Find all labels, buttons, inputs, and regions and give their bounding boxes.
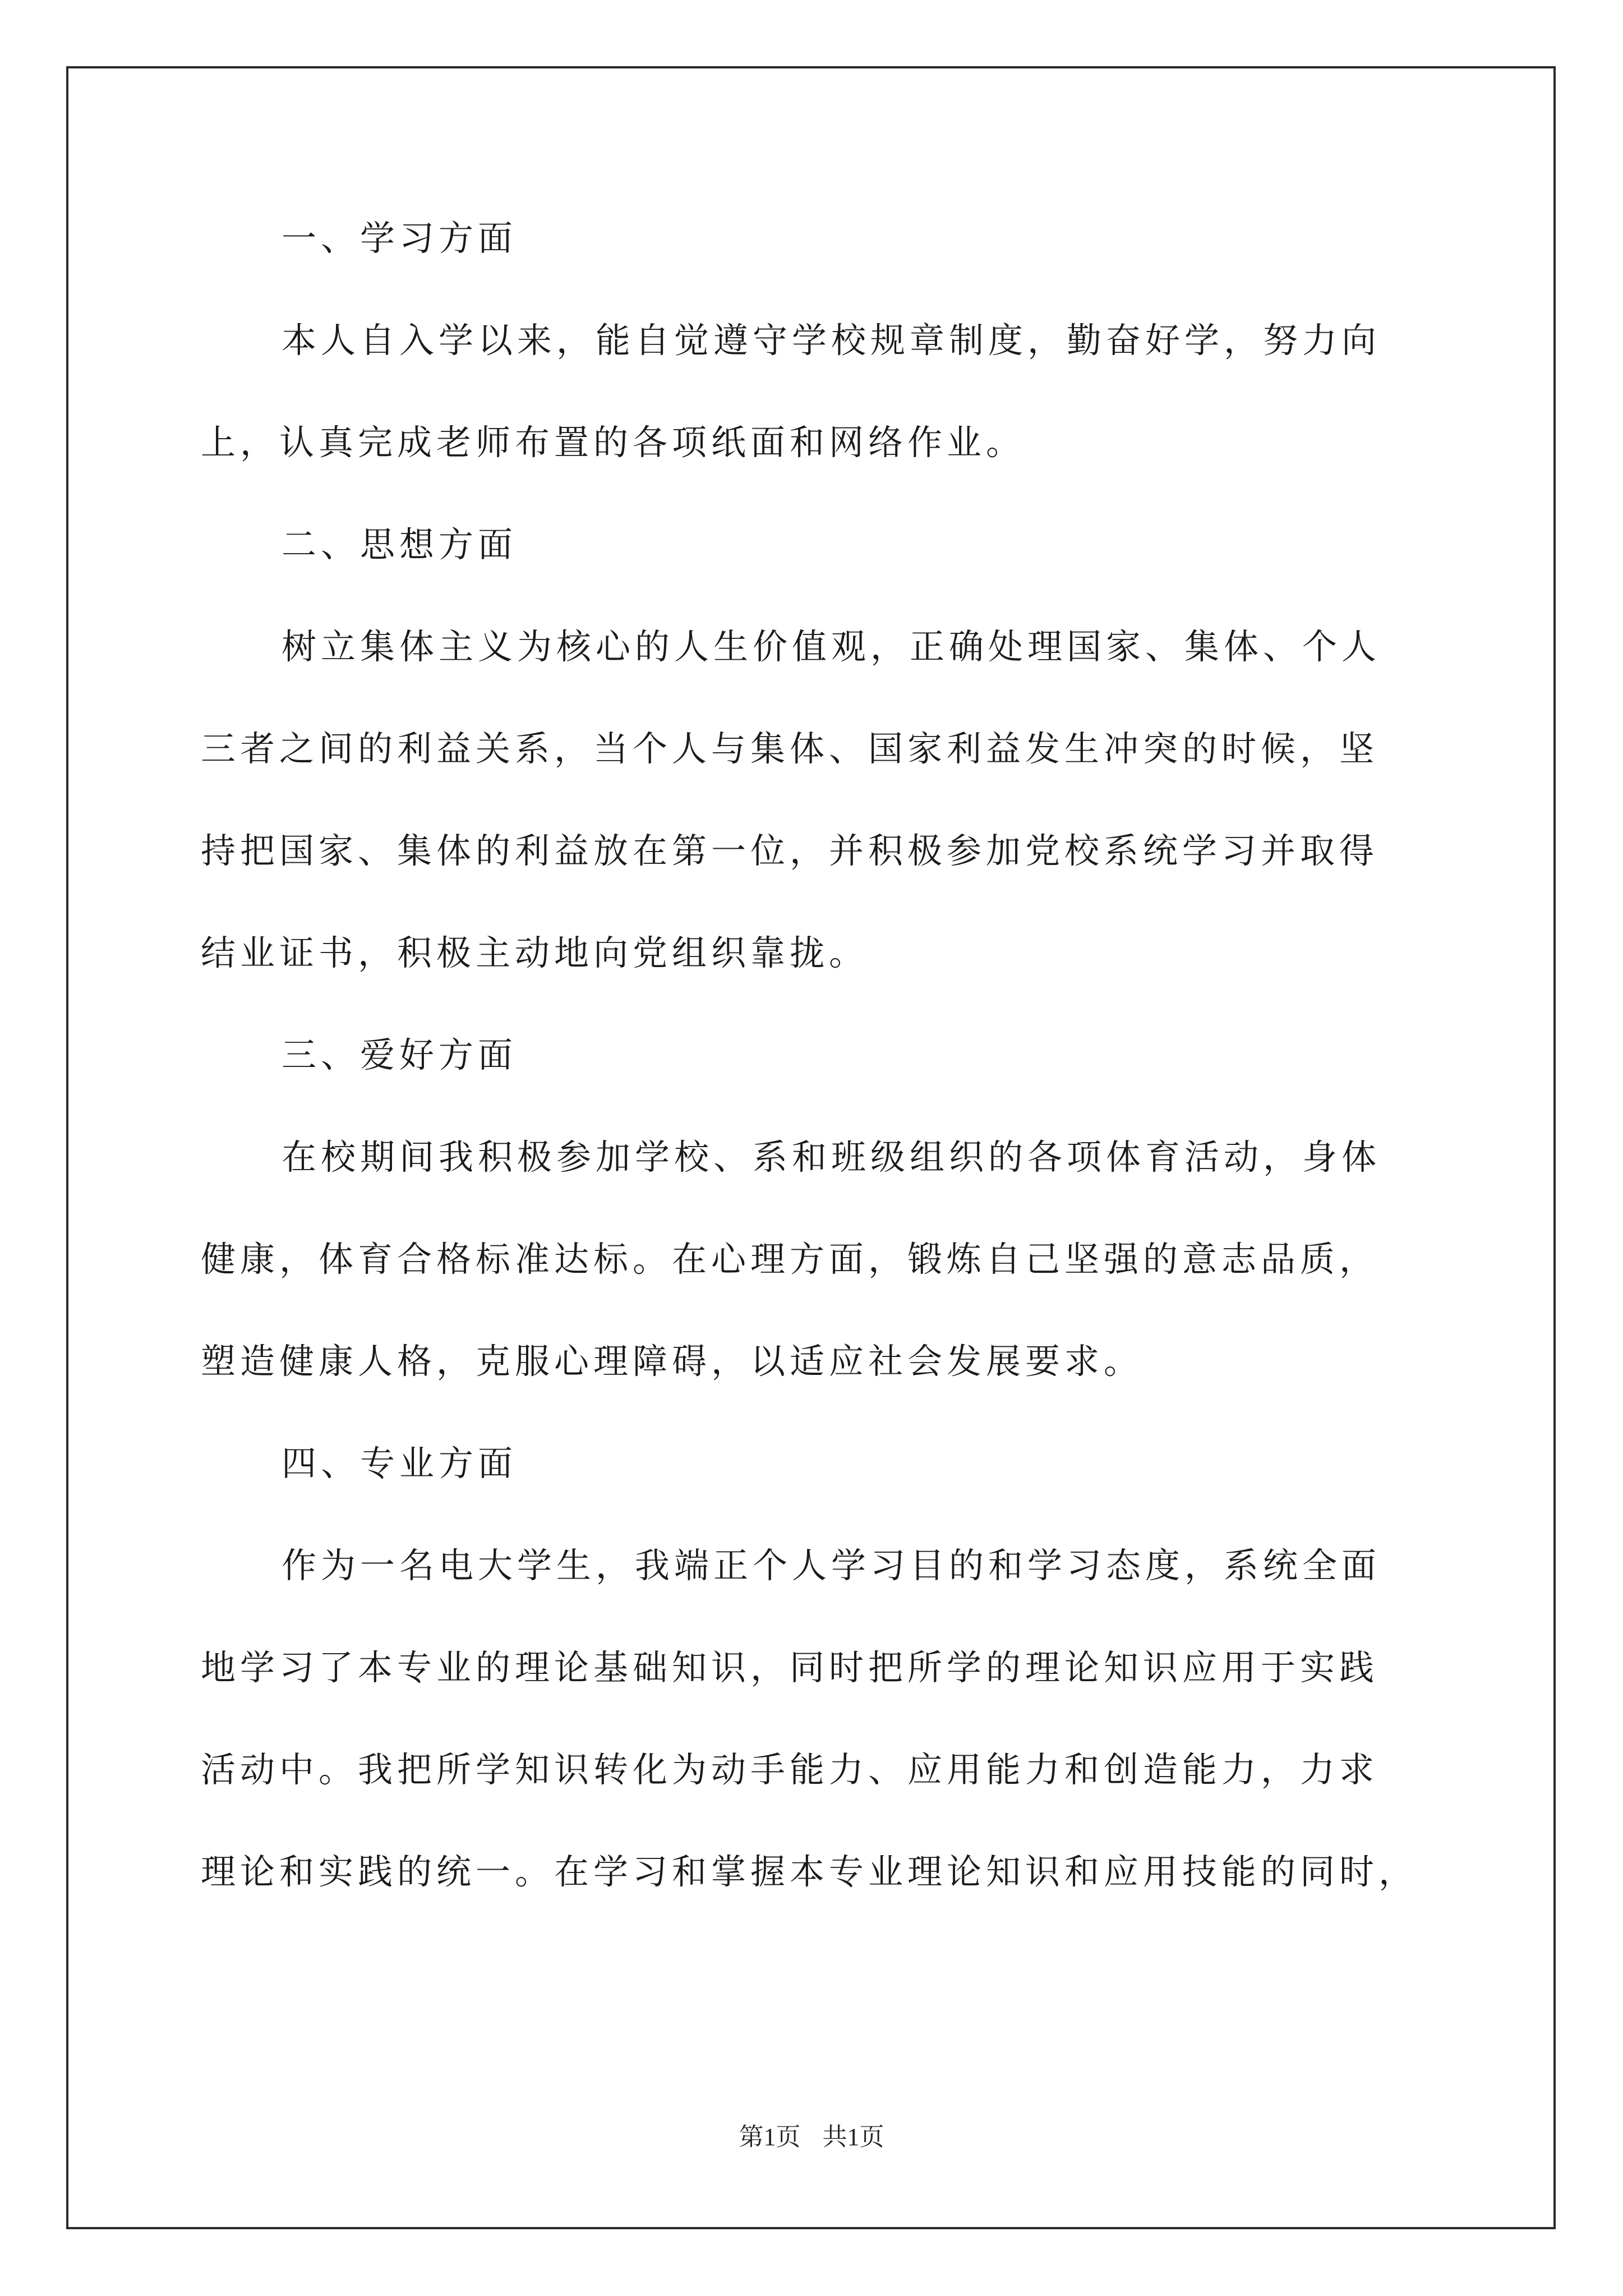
paragraph-line: 健康，体育合格标准达标。在心理方面，锻炼自己坚强的意志品质， — [201, 1239, 1379, 1280]
paragraph-line: 活动中。我把所学知识转化为动手能力、应用能力和创造能力，力求 — [201, 1749, 1379, 1790]
paragraph-line: 持把国家、集体的利益放在第一位，并积极参加党校系统学习并取得 — [201, 830, 1379, 871]
paragraph-line: 结业证书，积极主动地向党组织靠拢。 — [201, 932, 869, 973]
page-footer — [0, 2120, 1623, 2154]
section-heading: 一、学习方面 — [282, 218, 518, 259]
paragraph-line: 塑造健康人格，克服心理障碍，以适应社会发展要求。 — [201, 1341, 1144, 1382]
section-heading: 二、思想方面 — [282, 524, 518, 565]
paragraph-line: 三者之间的利益关系，当个人与集体、国家利益发生冲突的时候，坚 — [201, 728, 1379, 769]
paragraph-line: 上，认真完成老师布置的各项纸面和网络作业。 — [201, 422, 1026, 463]
section-heading: 三、爱好方面 — [282, 1034, 518, 1075]
paragraph-line: 本人自入学以来，能自觉遵守学校规章制度，勤奋好学，努力向 — [282, 320, 1381, 361]
section-paragraph — [201, 315, 1435, 468]
section-heading: 四、专业方面 — [282, 1443, 518, 1484]
page-number: 第1页 — [739, 2123, 801, 2151]
paragraph-line: 树立集体主义为核心的人生价值观，正确处理国家、集体、个人 — [282, 626, 1381, 667]
page-total: 共1页 — [822, 2123, 884, 2151]
document-body — [201, 213, 1435, 1897]
section-paragraph — [201, 1132, 1435, 1387]
paragraph-line: 地学习了本专业的理论基础知识，同时把所学的理论知识应用于实践 — [201, 1647, 1379, 1688]
paragraph-line: 理论和实践的统一。在学习和掌握本专业理论知识和应用技能的同时， — [201, 1851, 1418, 1892]
paragraph-line: 作为一名电大学生，我端正个人学习目的和学习态度，系统全面 — [282, 1545, 1381, 1586]
section-paragraph — [201, 1540, 1435, 1897]
paragraph-line: 在校期间我积极参加学校、系和班级组织的各项体育活动，身体 — [282, 1137, 1381, 1177]
section-paragraph — [201, 622, 1435, 978]
